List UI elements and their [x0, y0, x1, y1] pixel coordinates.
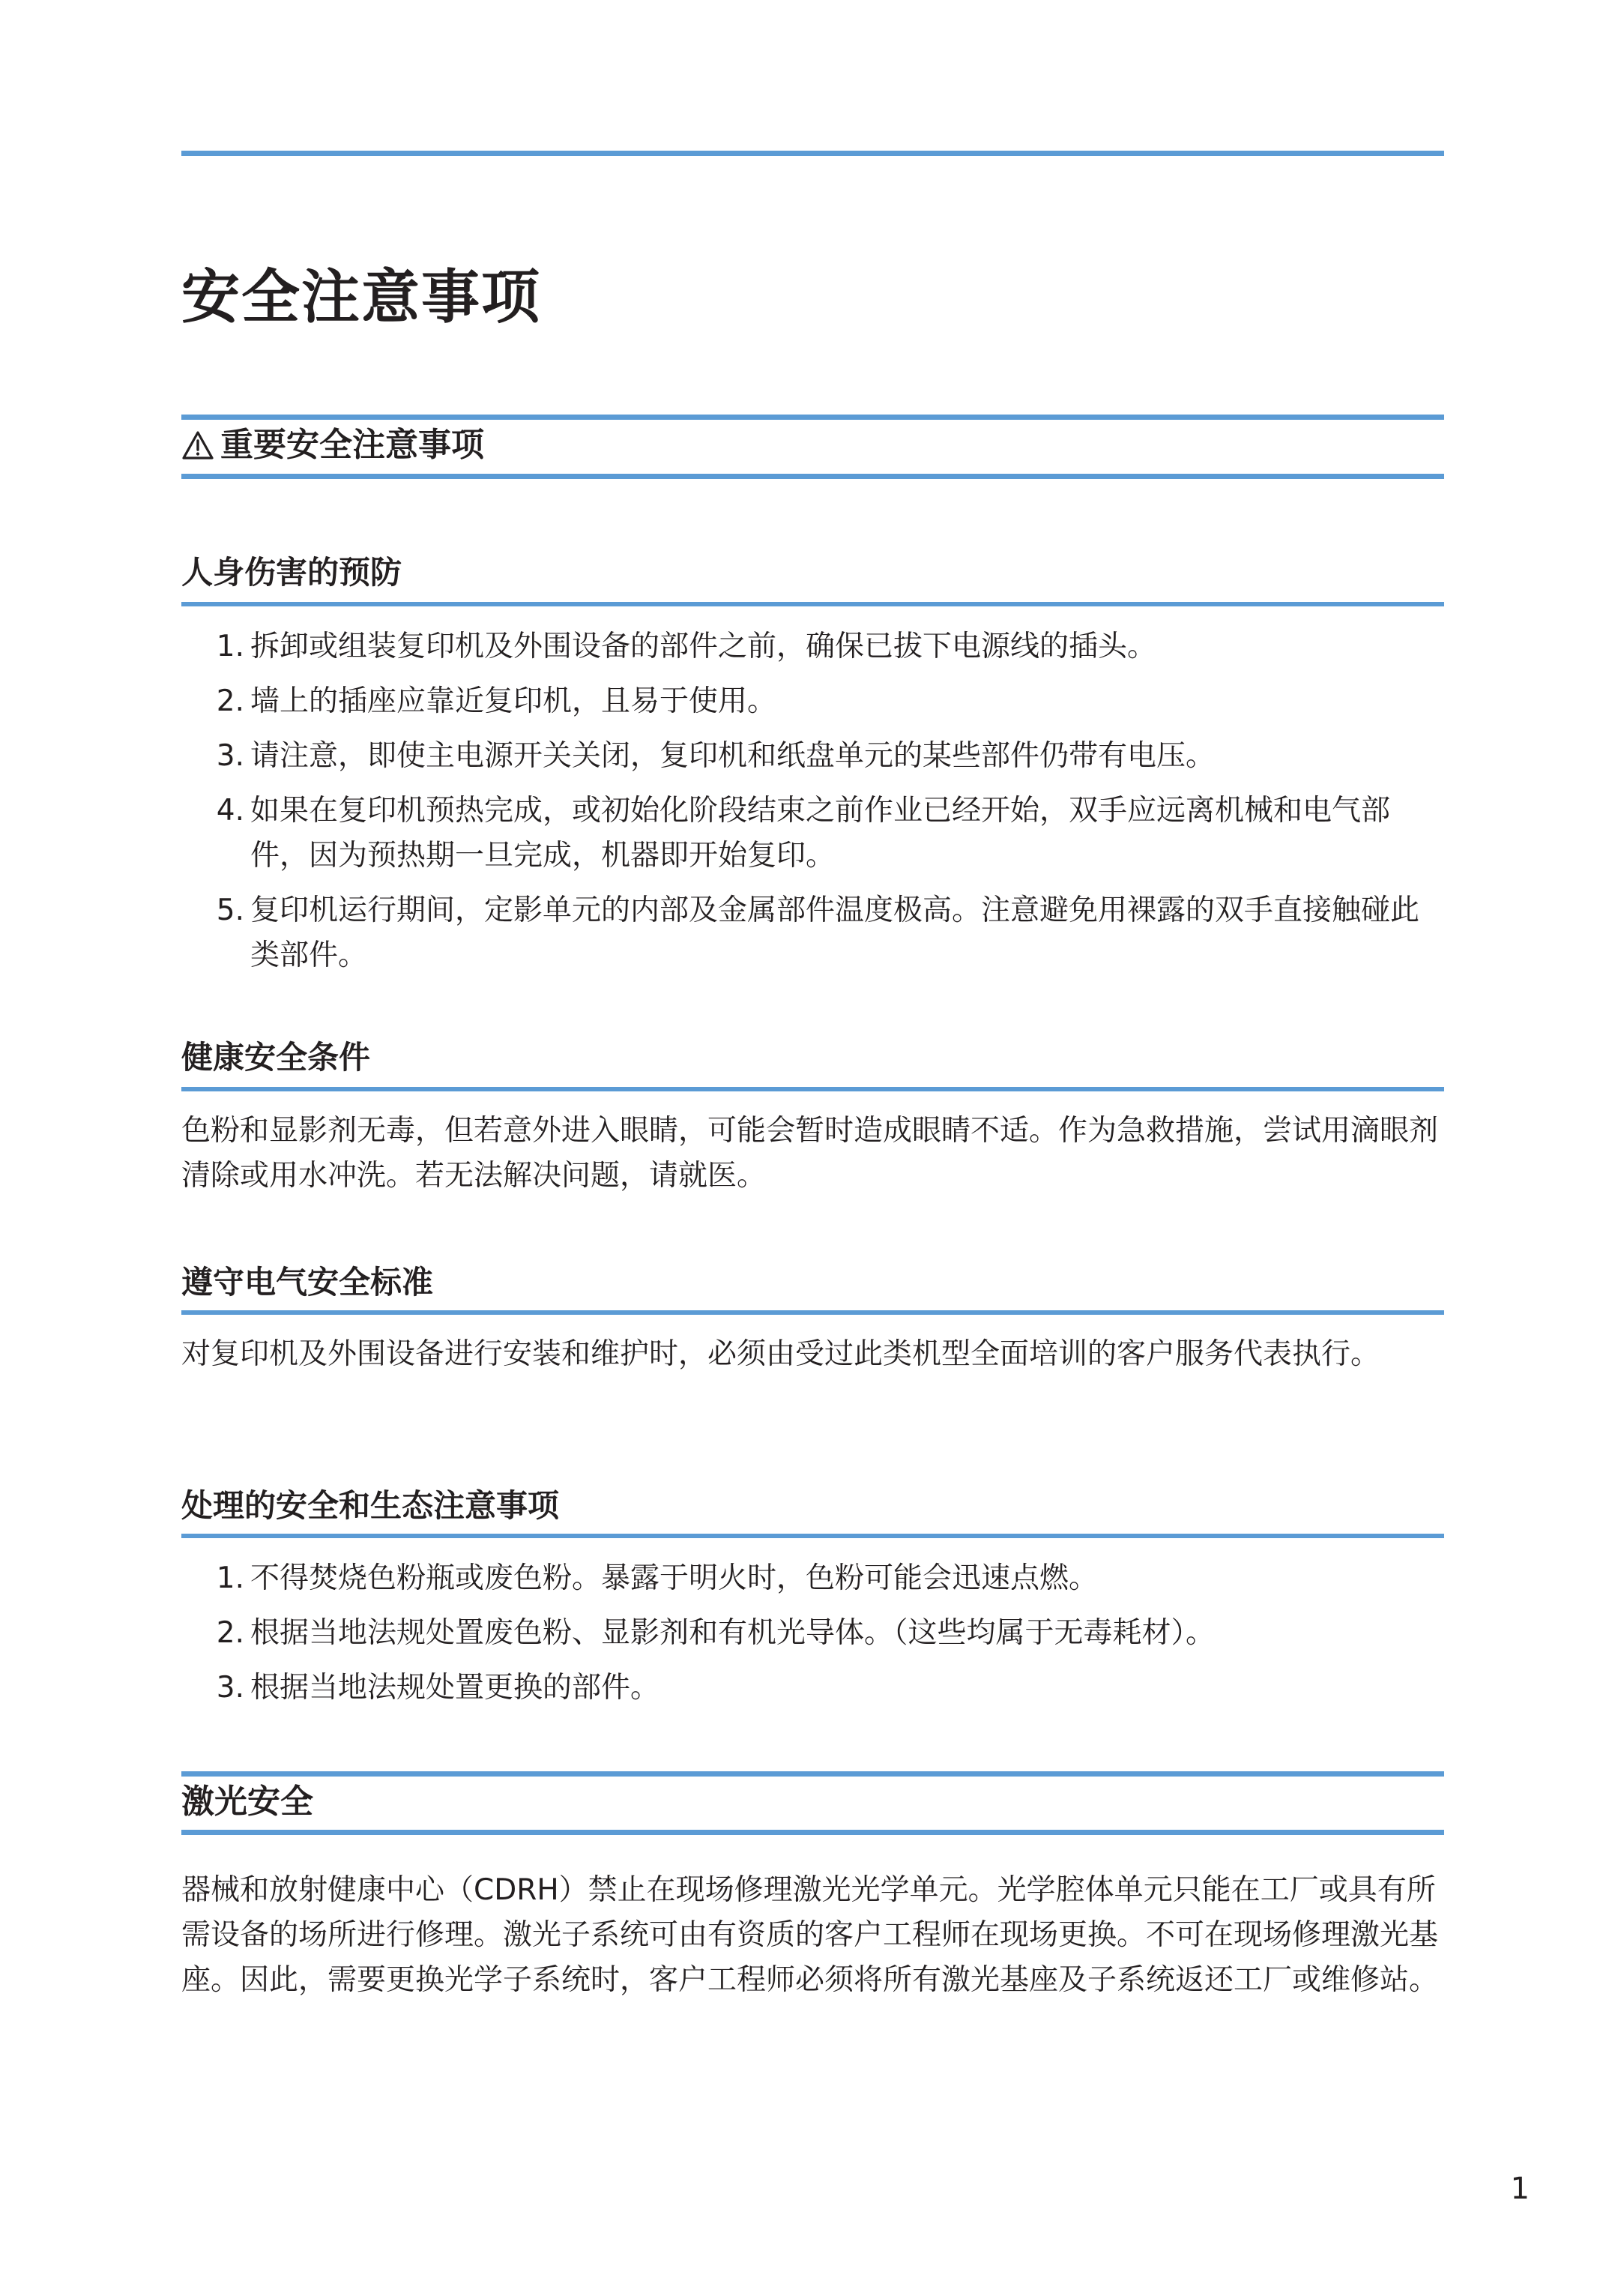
electrical-paragraph: 对复印机及外围设备进行安装和维护时，必须由受过此类机型全面培训的客户服务代表执行。 [181, 1337, 1380, 1371]
banner-top-rule [181, 415, 1444, 420]
injury-list [181, 624, 1444, 988]
list-item-number: 3. [216, 1671, 244, 1705]
list-item [181, 888, 1444, 978]
health-paragraph: 色粉和显影剂无毒，但若意外进入眼睛，可能会暂时造成眼睛不适。作为急救措施，尝试用滴眼剂清除或用水冲洗。若无法解决问题，请就医。 [181, 1114, 1439, 1193]
list-item [181, 1611, 1444, 1656]
warning-icon [181, 430, 214, 460]
disposal-heading-rule [181, 1534, 1444, 1538]
list-item-number: 2. [216, 684, 244, 718]
laser-bottom-rule [181, 1830, 1444, 1835]
health-heading: 健康安全条件 [181, 1039, 371, 1076]
electrical-heading-rule [181, 1310, 1444, 1315]
laser-top-rule [181, 1771, 1444, 1777]
list-item [181, 1666, 1444, 1711]
list-item-text: 根据当地法规处置废色粉、显影剂和有机光导体。（这些均属于无毒耗材）。 [250, 1616, 1216, 1650]
important-banner-label: 重要安全注意事项 [220, 426, 484, 464]
list-item [181, 679, 1444, 724]
banner-bottom-rule [181, 474, 1444, 479]
list-item-text: 请注意，即使主电源开关关闭，复印机和纸盘单元的某些部件仍带有电压。 [250, 739, 1216, 773]
list-item [181, 789, 1444, 879]
laser-heading: 激光安全 [181, 1783, 313, 1821]
list-item-number: 5. [216, 894, 244, 927]
injury-heading-rule [181, 602, 1444, 606]
list-item [181, 1556, 1444, 1601]
list-item-text: 不得焚烧色粉瓶或废色粉。暴露于明火时，色粉可能会迅速点燃。 [250, 1561, 1099, 1595]
list-item-text: 墙上的插座应靠近复印机，且易于使用。 [250, 684, 777, 718]
list-item-number: 1. [216, 1561, 244, 1595]
disposal-list [181, 1556, 1444, 1720]
list-item-text: 根据当地法规处置更换的部件。 [250, 1671, 660, 1705]
page-title: 安全注意事项 [181, 264, 542, 331]
disposal-heading: 处理的安全和生态注意事项 [181, 1487, 560, 1524]
list-item-text: 拆卸或组装复印机及外围设备的部件之前，确保已拔下电源线的插头。 [250, 630, 1157, 663]
list-item-text: 如果在复印机预热完成，或初始化阶段结束之前作业已经开始，双手应远离机械和电气部件，因为预热期一旦完成，机器即开始复印。 [250, 794, 1391, 873]
injury-heading: 人身伤害的预防 [181, 554, 402, 591]
laser-paragraph: 器械和放射健康中心（CDRH）禁止在现场修理激光光学单元。光学腔体单元只能在工厂或具有所需设备的场所进行修理。激光子系统可由有资质的客户工程师在现场更换。不可在现场修理激光基座。因此，需要更换光学子系统时，客户工程师必须将所有激光基座及子系统返还工厂或维修站。 [181, 1873, 1439, 1997]
list-item [181, 624, 1444, 669]
top-rule [181, 151, 1444, 156]
list-item-number: 1. [216, 630, 244, 663]
health-heading-rule [181, 1087, 1444, 1091]
list-item-text: 复印机运行期间，定影单元的内部及金属部件温度极高。注意避免用裸露的双手直接触碰此类部件。 [250, 894, 1420, 972]
page-number: 1 [1510, 2172, 1530, 2206]
list-item-number: 3. [216, 739, 244, 773]
important-banner [181, 426, 484, 464]
list-item-number: 2. [216, 1616, 244, 1650]
electrical-heading: 遵守电气安全标准 [181, 1264, 434, 1301]
list-item [181, 734, 1444, 779]
list-item-number: 4. [216, 794, 244, 828]
